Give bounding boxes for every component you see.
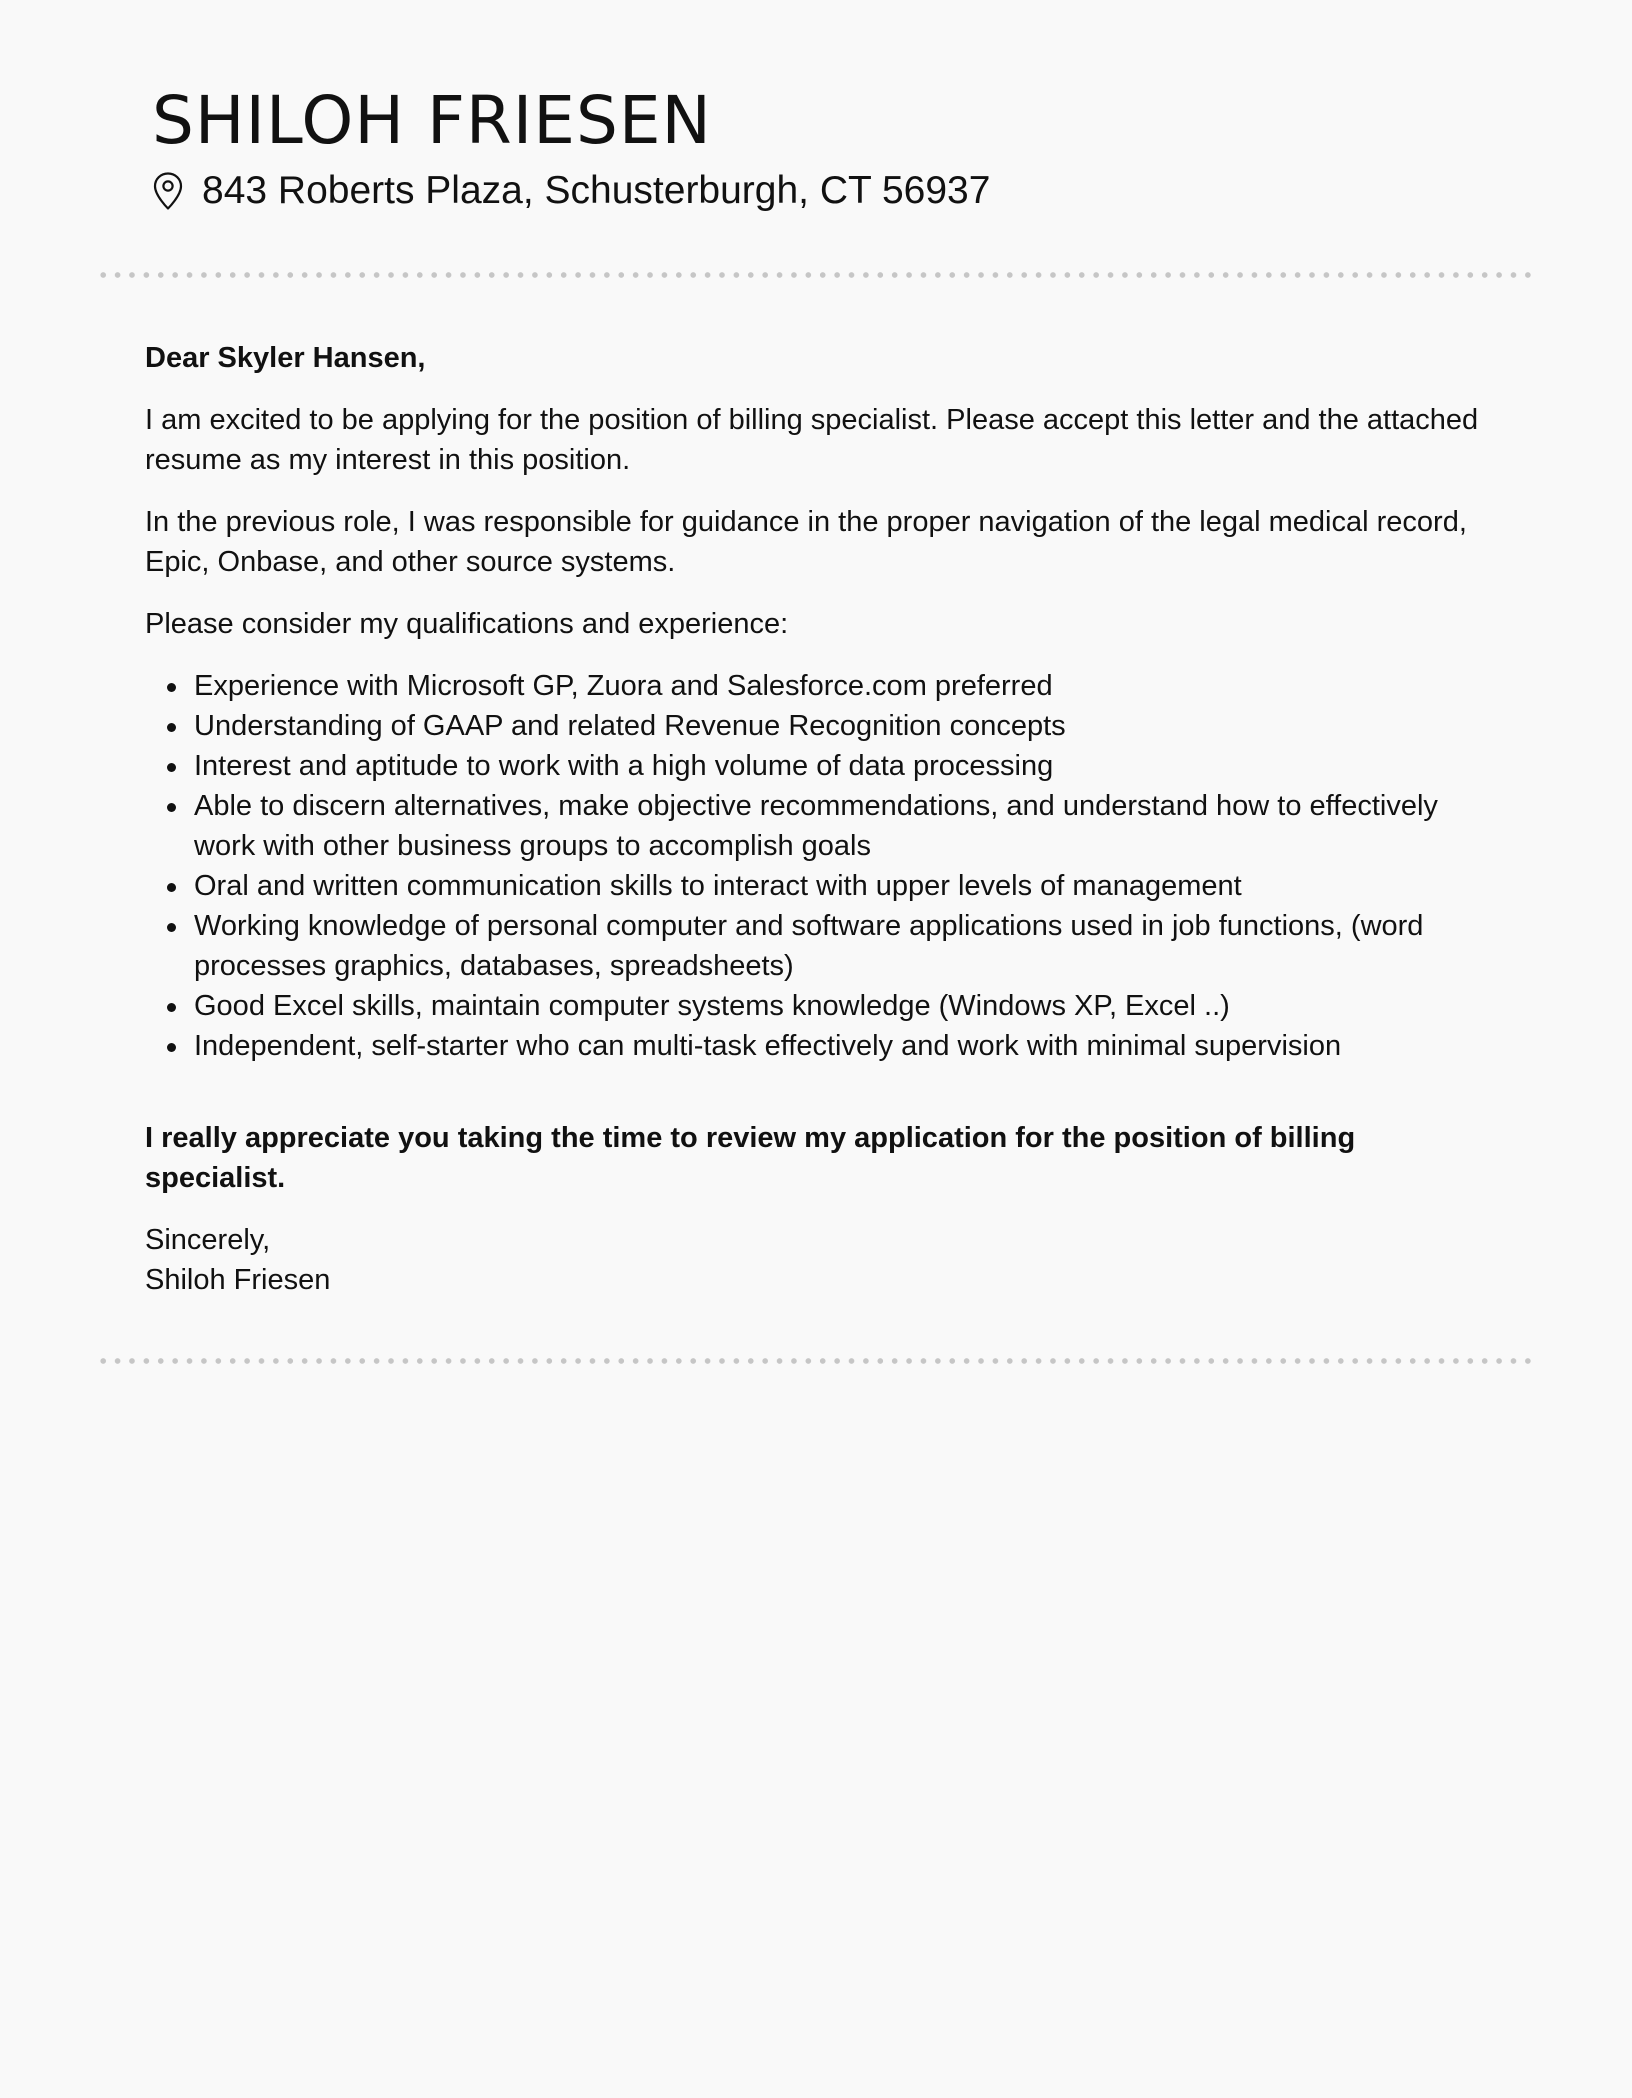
signature: Shiloh Friesen: [145, 1264, 331, 1296]
qualifications-lead: Please consider my qualifications and experience:: [145, 608, 789, 640]
list-item: Experience with Microsoft GP, Zuora and Salesforce.com preferred: [194, 666, 1480, 706]
map-pin-icon: [152, 171, 184, 211]
list-item: Able to discern alternatives, make objective recommendations, and understand how to effectively work with other business groups to accomplish goals: [194, 786, 1480, 866]
list-item: Independent, self-starter who can multi-task effectively and work with minimal supervision: [194, 1026, 1480, 1066]
intro-paragraph: I am excited to be applying for the position of billing specialist. Please accept this letter and the attached resume as my interest in this position.: [145, 404, 1479, 476]
list-item: Understanding of GAAP and related Revenue Recognition concepts: [194, 706, 1480, 746]
list-item: Interest and aptitude to work with a high volume of data processing: [194, 746, 1480, 786]
address-row: [152, 163, 990, 219]
letter-body: [145, 338, 1480, 1322]
experience-paragraph: In the previous role, I was responsible for guidance in the proper navigation of the legal medical record, Epic, Onbase, and other source systems.: [145, 506, 1467, 578]
qualifications-list: [145, 666, 1480, 1066]
signoff-block: [145, 1220, 1480, 1300]
list-item: Good Excel skills, maintain computer systems knowledge (Windows XP, Excel ..): [194, 986, 1480, 1026]
bottom-dotted-divider: [96, 1357, 1536, 1365]
address-text: 843 Roberts Plaza, Schusterburgh, CT 56937: [202, 169, 991, 212]
list-item: Oral and written communication skills to interact with upper levels of management: [194, 866, 1480, 906]
applicant-name: SHILOH FRIESEN: [152, 82, 712, 159]
closing-paragraph: I really appreciate you taking the time to review my application for the position of billing specialist.: [145, 1122, 1356, 1194]
greeting: Dear Skyler Hansen,: [145, 342, 426, 374]
top-dotted-divider: [96, 271, 1536, 279]
signoff: Sincerely,: [145, 1224, 271, 1256]
list-item: Working knowledge of personal computer and software applications used in job functions, (word processes graphics, databases, spreadsheets): [194, 906, 1480, 986]
